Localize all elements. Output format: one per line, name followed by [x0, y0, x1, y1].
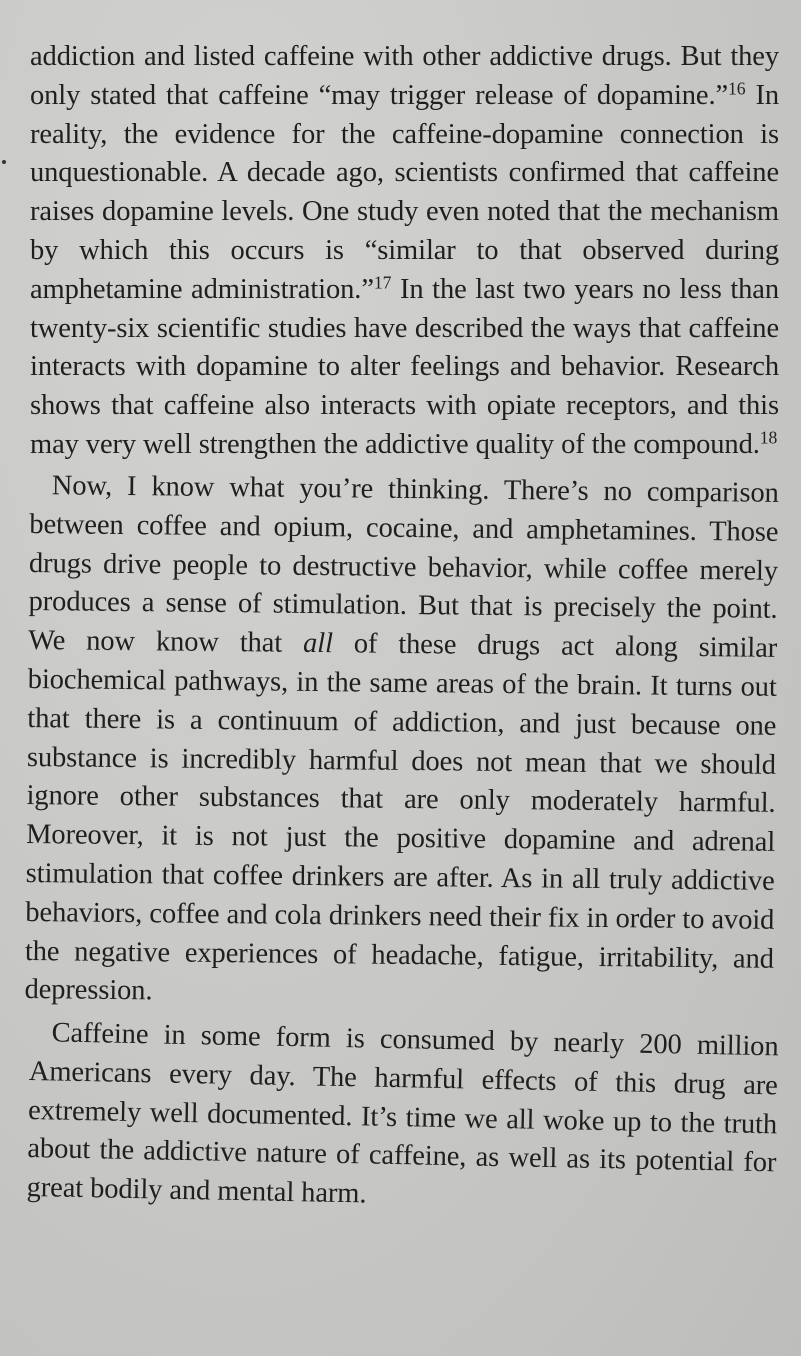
paragraph-1-text-b: In reality, the evidence for the caffeine-dopamine connection is unquestionable. A decade ago, scientists confirmed that caffeine raises dopamine levels. One study even noted that the mechanism by which this occurs is “similar to that observed during amphetamine administration.”: [30, 79, 779, 305]
footnote-16: 16: [728, 78, 746, 99]
footnote-18: 18: [759, 427, 778, 448]
paragraph-3: [26, 1014, 779, 1222]
paragraph-2-text-b: of these drugs act along similar biochemical pathways, in the same areas of the brain. It turns out that there is a continuum of addiction, and just because one substance is incredibly harmful does not mean that we should ignore other substances that are only moderately harmful. Moreover, it is not just the positive dopamine and adrenal stimulation that coffee drinkers are after. As in all truly addictive behaviors, coffee and cola drinkers need their fix in order to avoid the negative experiences of headache, fatigue, irritability, and depression.: [24, 628, 778, 1007]
page-edge-mark: [2, 160, 6, 164]
emphasis-all: all: [302, 627, 334, 660]
paragraph-3-text: Caffeine in some form is consumed by nearly 200 million Americans every day. The harmful effects of this drug are extremely well documented. It’s time we all woke up to the truth about the addictive nature of caffeine, as well as its potential for great bodily and mental harm.: [26, 1017, 779, 1210]
paragraph-1-text-a: addiction and listed caffeine with other addictive drugs. But they only stated that caffeine “may trigger release of dopamine.”: [30, 41, 779, 111]
paragraph-1: [30, 38, 779, 465]
paragraph-1-text-c: In the last two years no less than twenty-six scientific studies have described the ways that caffeine interacts with dopamine to alter feelings and behavior. Research shows that caffeine also interacts with opiate receptors, and this may very well strengthen the addictive quality of the compound.: [30, 273, 779, 460]
footnote-17: 17: [373, 272, 392, 293]
paragraph-2-text-a: Now, I know what you’re thinking. There’s no comparison between coffee and opium, cocaine, and amphetamines. Those drugs drive people to destructive behavior, while coffee merely produces a sense of stimulation. But that is precisely the point. We now know that: [28, 469, 779, 659]
paragraph-2: [24, 467, 779, 1018]
